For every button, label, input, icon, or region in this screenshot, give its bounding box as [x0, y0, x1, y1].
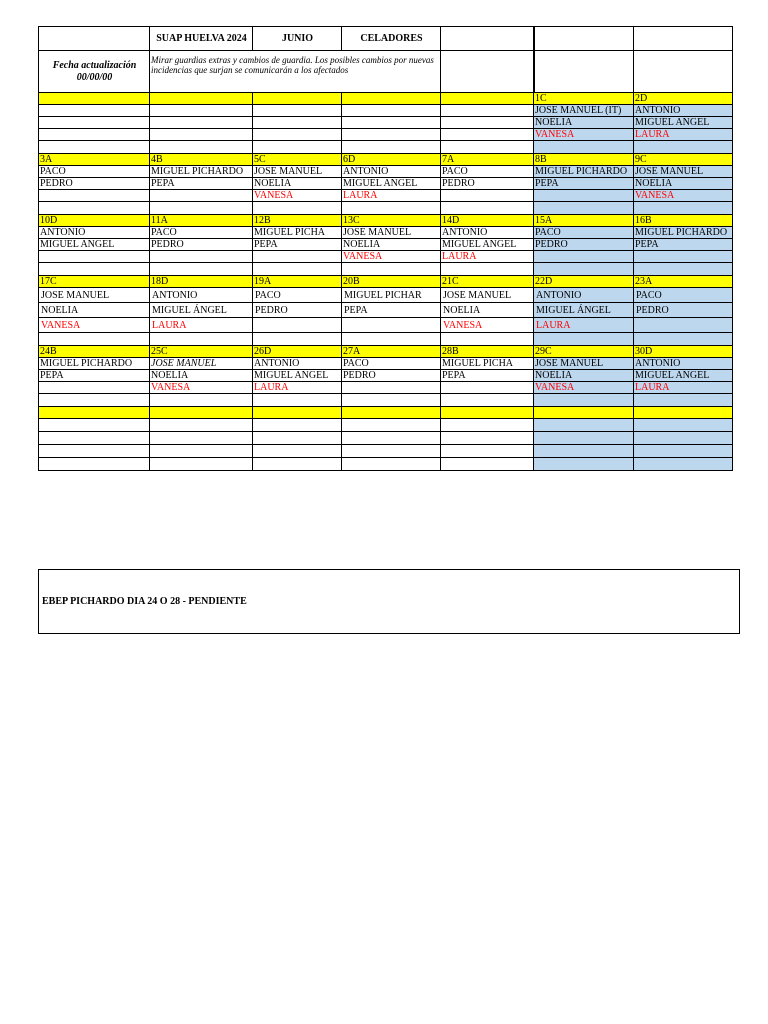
spacer-cell: [441, 141, 534, 154]
pending-note-text: EBEP PICHARDO DIA 24 O 28 - PENDIENTE: [42, 596, 247, 607]
spacer-cell: [441, 263, 534, 276]
empty-cell: [39, 445, 150, 458]
shift-cell: VANESA: [634, 190, 733, 202]
spacer-cell: [441, 202, 534, 215]
day-number-cell: 16B: [634, 215, 733, 227]
shift-cell: NOELIA: [342, 239, 441, 251]
header-empty-cell: [441, 27, 534, 51]
spacer-cell: [150, 333, 253, 346]
empty-cell: [39, 419, 150, 432]
shift-cell: PEPA: [253, 239, 342, 251]
shift-cell: NOELIA: [634, 178, 733, 190]
day-number-cell: 19A: [253, 276, 342, 288]
day-number-cell: 7A: [441, 154, 534, 166]
day-number-cell: 26D: [253, 346, 342, 358]
day-number-cell: 17C: [39, 276, 150, 288]
shift-cell: ANTONIO: [441, 227, 534, 239]
day-number-cell: 28B: [441, 346, 534, 358]
shift-cell: [441, 117, 534, 129]
day-number-cell: 23A: [634, 276, 733, 288]
info-empty-cell: [634, 51, 733, 93]
shift-row: [39, 382, 733, 394]
spacer-row: [39, 333, 733, 346]
shift-cell: NOELIA: [441, 303, 534, 318]
shift-cell: LAURA: [253, 382, 342, 394]
shift-cell: VANESA: [342, 251, 441, 263]
spacer-cell: [150, 394, 253, 407]
shift-cell: PEPA: [441, 370, 534, 382]
day-number-cell: [39, 93, 150, 105]
empty-cell: [150, 419, 253, 432]
shift-cell: LAURA: [634, 382, 733, 394]
day-number-cell: 3A: [39, 154, 150, 166]
shift-cell: PACO: [150, 227, 253, 239]
spacer-cell: [634, 263, 733, 276]
header-empty-cell: [634, 27, 733, 51]
shift-cell: VANESA: [441, 318, 534, 333]
shift-cell: PEDRO: [253, 303, 342, 318]
shift-cell: PEDRO: [150, 239, 253, 251]
shift-cell: PACO: [253, 288, 342, 303]
shift-row: [39, 117, 733, 129]
empty-cell: [39, 432, 150, 445]
shift-cell: ANTONIO: [634, 105, 733, 117]
shift-cell: [342, 105, 441, 117]
shift-cell: NOELIA: [150, 370, 253, 382]
day-number-cell: 8B: [534, 154, 634, 166]
empty-cell: [253, 419, 342, 432]
shift-cell: [441, 105, 534, 117]
empty-cell: [634, 432, 733, 445]
info-row: [39, 51, 733, 93]
shift-row: [39, 251, 733, 263]
shift-cell: [534, 251, 634, 263]
shift-cell: MIGUEL ANGEL: [634, 370, 733, 382]
shift-row: [39, 318, 733, 333]
shift-cell: [253, 105, 342, 117]
shift-cell: MIGUEL PICHA: [441, 358, 534, 370]
day-number-cell: 21C: [441, 276, 534, 288]
shift-cell: [253, 117, 342, 129]
shift-cell: NOELIA: [253, 178, 342, 190]
day-number-cell: 13C: [342, 215, 441, 227]
shift-cell: MIGUEL PICHARDO: [634, 227, 733, 239]
empty-row: [39, 445, 733, 458]
spacer-row: [39, 394, 733, 407]
empty-row: [39, 432, 733, 445]
shift-cell: [342, 129, 441, 141]
spacer-cell: [534, 333, 634, 346]
shift-cell: PACO: [634, 288, 733, 303]
day-number-cell: [441, 407, 534, 419]
empty-row: [39, 419, 733, 432]
day-number-cell: [39, 407, 150, 419]
shift-cell: JOSE MANUEL (IT): [534, 105, 634, 117]
shift-cell: PEPA: [39, 370, 150, 382]
spacer-cell: [150, 263, 253, 276]
day-number-cell: 14D: [441, 215, 534, 227]
day-number-cell: 30D: [634, 346, 733, 358]
shift-cell: MIGUEL PICHARDO: [150, 166, 253, 178]
day-number-cell: 10D: [39, 215, 150, 227]
header-row: [39, 27, 733, 51]
day-number-cell: 15A: [534, 215, 634, 227]
info-empty-cell: [441, 51, 534, 93]
spacer-cell: [253, 263, 342, 276]
day-number-cell: 5C: [253, 154, 342, 166]
empty-cell: [441, 432, 534, 445]
day-number-row: [39, 93, 733, 105]
day-number-cell: [253, 93, 342, 105]
shift-cell: [150, 105, 253, 117]
shift-cell: MIGUEL ANGEL: [253, 370, 342, 382]
header-empty-cell: [534, 27, 634, 51]
day-number-cell: 11A: [150, 215, 253, 227]
empty-cell: [441, 445, 534, 458]
empty-cell: [441, 458, 534, 471]
spacer-cell: [253, 202, 342, 215]
spacer-row: [39, 141, 733, 154]
spacer-row: [39, 202, 733, 215]
shift-cell: PEPA: [150, 178, 253, 190]
shift-row: [39, 239, 733, 251]
day-number-cell: 18D: [150, 276, 253, 288]
header-empty-cell: [39, 27, 150, 51]
empty-cell: [534, 419, 634, 432]
spacer-cell: [342, 202, 441, 215]
shift-cell: MIGUEL PICHARDO: [534, 166, 634, 178]
shift-cell: PEPA: [634, 239, 733, 251]
shift-cell: MIGUEL ANGEL: [441, 239, 534, 251]
empty-cell: [253, 458, 342, 471]
spacer-cell: [253, 141, 342, 154]
shift-cell: ANTONIO: [534, 288, 634, 303]
shift-cell: [150, 129, 253, 141]
day-number-cell: [253, 407, 342, 419]
pending-note-box: [38, 569, 740, 634]
day-number-cell: [534, 407, 634, 419]
spacer-cell: [342, 394, 441, 407]
spacer-cell: [634, 333, 733, 346]
spacer-cell: [534, 394, 634, 407]
shift-cell: JOSE MANUEL: [441, 288, 534, 303]
spacer-cell: [39, 394, 150, 407]
empty-cell: [342, 432, 441, 445]
empty-row: [39, 458, 733, 471]
shift-cell: JOSE MANUEL: [39, 288, 150, 303]
day-number-row: [39, 346, 733, 358]
shift-cell: [634, 318, 733, 333]
empty-cell: [534, 432, 634, 445]
shift-row: [39, 178, 733, 190]
spacer-cell: [253, 394, 342, 407]
shift-cell: PEDRO: [441, 178, 534, 190]
spacer-cell: [534, 263, 634, 276]
shift-cell: ANTONIO: [634, 358, 733, 370]
day-number-cell: 27A: [342, 346, 441, 358]
empty-cell: [253, 432, 342, 445]
shift-row: [39, 190, 733, 202]
header-group: CELADORES: [342, 27, 441, 51]
spacer-cell: [441, 333, 534, 346]
shift-cell: [342, 318, 441, 333]
shift-cell: VANESA: [39, 318, 150, 333]
shift-row: [39, 370, 733, 382]
shift-cell: ANTONIO: [39, 227, 150, 239]
shift-cell: LAURA: [150, 318, 253, 333]
shift-cell: [39, 129, 150, 141]
shift-cell: PACO: [39, 166, 150, 178]
shift-cell: PEDRO: [634, 303, 733, 318]
shift-cell: VANESA: [150, 382, 253, 394]
header-title: SUAP HUELVA 2024: [150, 27, 253, 51]
spacer-cell: [534, 141, 634, 154]
shift-cell: PEPA: [342, 303, 441, 318]
empty-cell: [253, 445, 342, 458]
shift-cell: VANESA: [534, 129, 634, 141]
spacer-cell: [150, 202, 253, 215]
empty-cell: [150, 458, 253, 471]
day-number-cell: 20B: [342, 276, 441, 288]
day-number-cell: [150, 93, 253, 105]
spacer-cell: [150, 141, 253, 154]
shift-cell: MIGUEL ÁNGEL: [150, 303, 253, 318]
shift-cell: [150, 117, 253, 129]
shift-cell: LAURA: [634, 129, 733, 141]
day-number-cell: 29C: [534, 346, 634, 358]
shift-cell: ANTONIO: [253, 358, 342, 370]
spacer-cell: [634, 202, 733, 215]
shift-cell: MIGUEL ANGEL: [39, 239, 150, 251]
spacer-cell: [342, 263, 441, 276]
shift-cell: JOSE MANUEL: [534, 358, 634, 370]
shift-cell: NOELIA: [39, 303, 150, 318]
spacer-cell: [534, 202, 634, 215]
shift-cell: [342, 382, 441, 394]
shift-cell: NOELIA: [534, 370, 634, 382]
shift-cell: JOSE MANUEL: [150, 358, 253, 370]
shift-cell: PACO: [534, 227, 634, 239]
shift-cell: [150, 190, 253, 202]
spacer-cell: [342, 333, 441, 346]
shift-cell: JOSE MANUEL: [634, 166, 733, 178]
shift-cell: [39, 117, 150, 129]
shift-cell: ANTONIO: [150, 288, 253, 303]
day-number-row: [39, 154, 733, 166]
shift-row: [39, 105, 733, 117]
shift-cell: ANTONIO: [342, 166, 441, 178]
empty-cell: [441, 419, 534, 432]
shift-cell: [253, 251, 342, 263]
spacer-cell: [39, 333, 150, 346]
shift-cell: [39, 382, 150, 394]
day-number-cell: [342, 407, 441, 419]
day-number-cell: 9C: [634, 154, 733, 166]
shift-cell: [253, 129, 342, 141]
day-number-cell: 1C: [534, 93, 634, 105]
shift-row: [39, 129, 733, 141]
update-date-label: Fecha actualización 00/00/00: [39, 51, 150, 93]
shift-cell: JOSE MANUEL: [342, 227, 441, 239]
shift-cell: [441, 382, 534, 394]
info-note: Mirar guardias extras y cambios de guardia. Los posibles cambios por nuevas incidencias que surjan se comunicarán a los afectados: [150, 51, 441, 93]
spacer-cell: [39, 141, 150, 154]
day-number-cell: 6D: [342, 154, 441, 166]
empty-cell: [39, 458, 150, 471]
spacer-cell: [634, 141, 733, 154]
day-number-cell: [634, 407, 733, 419]
shift-cell: [39, 190, 150, 202]
day-number-row: [39, 276, 733, 288]
spacer-cell: [342, 141, 441, 154]
shift-cell: LAURA: [441, 251, 534, 263]
day-number-cell: 4B: [150, 154, 253, 166]
spacer-cell: [39, 202, 150, 215]
empty-cell: [342, 419, 441, 432]
shift-cell: PEDRO: [342, 370, 441, 382]
shift-cell: NOELIA: [534, 117, 634, 129]
shift-row: [39, 358, 733, 370]
shift-cell: PACO: [441, 166, 534, 178]
shift-cell: [39, 251, 150, 263]
shift-row: [39, 303, 733, 318]
shift-cell: MIGUEL ANGEL: [634, 117, 733, 129]
day-number-cell: 22D: [534, 276, 634, 288]
empty-cell: [534, 458, 634, 471]
spacer-cell: [634, 394, 733, 407]
header-month: JUNIO: [253, 27, 342, 51]
day-number-row: [39, 407, 733, 419]
shift-cell: JOSE MANUEL: [253, 166, 342, 178]
empty-cell: [634, 445, 733, 458]
empty-cell: [342, 458, 441, 471]
shift-cell: MIGUEL PICHARDO: [39, 358, 150, 370]
shift-cell: [150, 251, 253, 263]
shift-cell: [634, 251, 733, 263]
spacer-cell: [441, 394, 534, 407]
shift-cell: PEDRO: [39, 178, 150, 190]
day-number-cell: 12B: [253, 215, 342, 227]
shift-cell: [441, 190, 534, 202]
shift-row: [39, 288, 733, 303]
empty-cell: [634, 419, 733, 432]
shift-cell: PEPA: [534, 178, 634, 190]
spacer-row: [39, 263, 733, 276]
shift-cell: VANESA: [534, 382, 634, 394]
empty-cell: [534, 445, 634, 458]
empty-cell: [342, 445, 441, 458]
shift-cell: LAURA: [342, 190, 441, 202]
shift-cell: LAURA: [534, 318, 634, 333]
empty-cell: [634, 458, 733, 471]
day-number-cell: 2D: [634, 93, 733, 105]
day-number-cell: [150, 407, 253, 419]
schedule-table: [38, 26, 733, 471]
empty-cell: [150, 432, 253, 445]
shift-cell: [342, 117, 441, 129]
shift-row: [39, 166, 733, 178]
shift-row: [39, 227, 733, 239]
shift-cell: [534, 190, 634, 202]
spacer-cell: [253, 333, 342, 346]
shift-cell: MIGUEL ÁNGEL: [534, 303, 634, 318]
shift-cell: MIGUEL PICHAR: [342, 288, 441, 303]
shift-cell: PEDRO: [534, 239, 634, 251]
shift-cell: [253, 318, 342, 333]
day-number-row: [39, 215, 733, 227]
shift-cell: MIGUEL PICHA: [253, 227, 342, 239]
info-empty-cell: [534, 51, 634, 93]
day-number-cell: [342, 93, 441, 105]
shift-cell: PACO: [342, 358, 441, 370]
day-number-cell: 25C: [150, 346, 253, 358]
shift-cell: [39, 105, 150, 117]
empty-cell: [150, 445, 253, 458]
shift-cell: [441, 129, 534, 141]
day-number-cell: 24B: [39, 346, 150, 358]
shift-cell: MIGUEL ANGEL: [342, 178, 441, 190]
shift-cell: VANESA: [253, 190, 342, 202]
day-number-cell: [441, 93, 534, 105]
spacer-cell: [39, 263, 150, 276]
